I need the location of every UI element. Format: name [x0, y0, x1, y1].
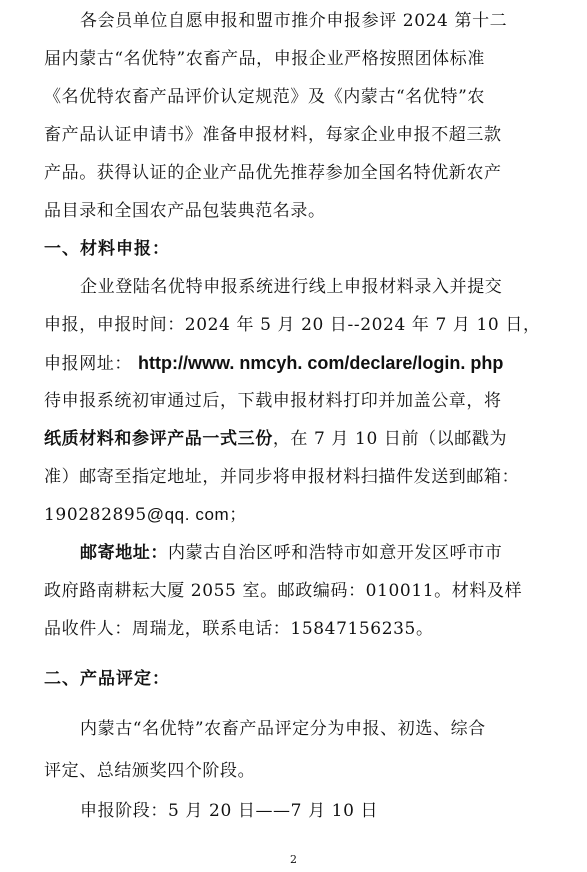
- materials-line-1: 企业登陆名优特申报系统进行线上申报材料录入并提交: [80, 277, 503, 297]
- section-heading-materials: 一、材料申报：: [44, 239, 170, 259]
- materials-line-6: 准）邮寄至指定地址，并同步将申报材料扫描件发送到邮箱：: [44, 467, 520, 487]
- evaluation-line-1: 内蒙古“名优特”农畜产品评定分为申报、初选、综合: [80, 719, 486, 739]
- materials-line-2: 申报，申报时间：2024 年 5 月 20 日--2024 年 7 月 10 日，: [44, 315, 541, 335]
- intro-line-5: 产品。获得认证的企业产品优先推荐参加全国名特优新农产: [44, 163, 502, 183]
- intro-line-3: 《名优特农畜产品评价认定规范》及《内蒙古“名优特”农: [44, 87, 485, 107]
- email-number: 190282895: [44, 505, 147, 525]
- intro-line-2: 届内蒙古“名优特”农畜产品，申报企业严格按照团体标准: [44, 49, 485, 69]
- paper-materials-emphasis: 纸质材料和参评产品一式三份: [44, 429, 273, 449]
- page-number: 2: [290, 853, 297, 866]
- mail-line-3: 品收件人：周瑞龙，联系电话：15847156235。: [44, 619, 434, 639]
- materials-line-5: [44, 428, 544, 450]
- url-label: 申报网址：: [44, 354, 132, 374]
- materials-line-3: [44, 352, 544, 375]
- mail-line-2: 政府路南耕耘大厦 2055 室。邮政编码：010011。材料及样: [44, 581, 523, 601]
- section-heading-evaluation: 二、产品评定：: [44, 669, 170, 689]
- email-domain: @qq. com；: [146, 505, 247, 524]
- materials-line-7: [44, 504, 544, 526]
- intro-line-4: 畜产品认证申请书》准备申报材料，每家企业申报不超三款: [44, 125, 502, 145]
- declare-url-link[interactable]: http://www. nmcyh. com/declare/login. php: [138, 353, 504, 373]
- intro-line-1: 各会员单位自愿申报和盟市推介申报参评 2024 第十二: [80, 11, 508, 31]
- evaluation-line-2: 评定、总结颁奖四个阶段。: [44, 761, 256, 781]
- materials-line-4: 待申报系统初审通过后，下载申报材料打印并加盖公章，将: [44, 391, 502, 411]
- deadline-text: ，在 7 月 10 日前（以邮戳为: [272, 429, 508, 449]
- mail-address-label: 邮寄地址：: [80, 543, 168, 563]
- evaluation-line-3: 申报阶段：5 月 20 日——7 月 10 日: [80, 801, 379, 821]
- mail-address-text: 内蒙古自治区呼和浩特市如意开发区呼市市: [168, 543, 503, 563]
- intro-line-6: 品目录和全国农产品包装典范名录。: [44, 201, 326, 221]
- mail-line-1: [80, 542, 544, 564]
